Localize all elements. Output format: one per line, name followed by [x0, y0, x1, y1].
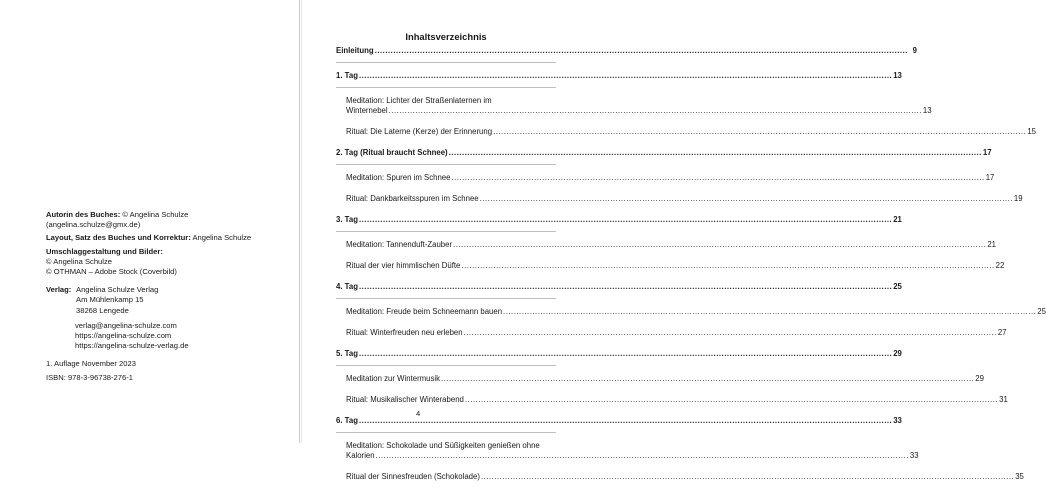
toc-entry-title: 6. Tag: [336, 416, 358, 425]
dot-leader: ........................................................................................................................................................................................................: [503, 307, 1037, 316]
toc-entry: [346, 240, 996, 250]
dot-leader: ........................................................................................................................................................................................................: [374, 46, 908, 55]
toc-entry-page: 13: [893, 71, 902, 80]
toc-entry-page: 21: [893, 215, 902, 224]
toc-entry-title: Meditation: Spuren im Schnee: [346, 173, 451, 182]
toc-entry-page: 15: [1027, 127, 1036, 136]
toc-chapter-heading: [336, 282, 902, 299]
toc-chapter-1: [336, 71, 902, 81]
toc-entry: [346, 261, 1005, 271]
toc-chapter-heading: [336, 416, 902, 433]
toc-entry-title: Meditation: Schokolade und Süßigkeiten genießen ohne: [346, 441, 540, 450]
dot-leader: ........................................................................................................................................................................................................: [388, 106, 922, 115]
page-gutter-shadow: [301, 0, 302, 443]
toc-subentry: [336, 261, 1005, 271]
toc-entry-title: 5. Tag: [336, 349, 358, 358]
toc-chapter-4: [336, 282, 902, 292]
toc-subentry: [336, 472, 1024, 482]
toc-entry: [346, 307, 1046, 317]
toc-subentry: [336, 127, 1036, 137]
dot-leader: ........................................................................................................................................................................................................: [464, 395, 999, 404]
page-number: 4: [416, 409, 421, 418]
dot-leader: ........................................................................................................................................................................................................: [451, 173, 985, 182]
toc-subentry: [336, 374, 984, 384]
author-value: © Angelina Schulze: [122, 210, 189, 219]
dot-leader: ........................................................................................................................................................................................................: [463, 328, 997, 337]
publisher-city: 38268 Lengede: [76, 305, 129, 315]
edition: 1. Auflage November 2023: [46, 359, 136, 369]
dot-leader: ........................................................................................................................................................................................................: [480, 472, 1015, 481]
toc-entry: [346, 194, 1023, 204]
toc-chapter-heading: [336, 148, 992, 165]
toc-entry-title: Winternebel: [346, 106, 388, 115]
toc-entry: [346, 173, 995, 183]
layout-value: Angelina Schulze: [192, 233, 252, 243]
toc-entry-title: 3. Tag: [336, 215, 358, 224]
toc-entry-title: Meditation: Lichter der Straßenlaternen im: [346, 96, 492, 105]
toc-entry-title: 4. Tag: [336, 282, 358, 291]
cover-block: [46, 247, 286, 278]
toc-entry-title: Einleitung: [336, 46, 374, 55]
toc-subentry: [336, 441, 919, 461]
toc-entry-page: 17: [982, 148, 992, 157]
toc-entry-page: 27: [997, 328, 1007, 337]
dot-leader: ........................................................................................................................................................................................................: [358, 349, 893, 358]
toc-subentry: [336, 194, 1023, 204]
toc-entry-title: 2. Tag (Ritual braucht Schnee): [336, 148, 448, 157]
toc-title: Inhaltsverzeichnis: [405, 31, 487, 42]
dot-leader: ........................................................................................................................................................................................................: [358, 416, 893, 425]
toc-chapter-heading: [336, 349, 902, 366]
toc-subentry: [336, 328, 1007, 338]
toc-entry-page: 22: [995, 261, 1005, 270]
publisher-web-2: https://angelina-schulze-verlag.de: [75, 341, 189, 351]
layout-label: Layout, Satz des Buches und Korrektur:: [46, 233, 191, 243]
publisher-street: Am Mühlenkamp 15: [76, 295, 144, 305]
toc-entry-title: Ritual: Dankbarkeitsspuren im Schnee: [346, 194, 479, 203]
cover-label: Umschlaggestaltung und Bilder:: [46, 246, 163, 256]
dot-leader: ........................................................................................................................................................................................................: [358, 282, 893, 291]
toc-entry-page: 21: [987, 240, 996, 249]
toc-entry-title: Ritual: Winterfreuden neu erleben: [346, 328, 463, 337]
toc-entry-title: Kalorien: [346, 451, 375, 460]
toc-entry: [346, 395, 1008, 405]
toc-entry-page: 9: [912, 46, 917, 55]
dot-leader: ........................................................................................................................................................................................................: [358, 71, 893, 80]
publisher-email: verlag@angelina-schulze.com: [75, 320, 177, 330]
toc-entry-title: Ritual der vier himmlischen Düfte: [346, 261, 461, 270]
toc-subentry: [336, 307, 1046, 317]
toc-chapter-heading: [336, 215, 902, 232]
author-block: [46, 210, 286, 230]
page-gutter: [299, 0, 300, 443]
toc-entry-title: Meditation: Tannenduft-Zauber: [346, 240, 453, 249]
dot-leader: ........................................................................................................................................................................................................: [479, 194, 1013, 203]
isbn: ISBN: 978-3-96738-276-1: [46, 372, 133, 382]
publisher-web-1: https://angelina-schulze.com: [75, 331, 172, 341]
toc-entry-page: 35: [1015, 472, 1024, 481]
author-email: (angelina.schulze@gmx.de): [46, 220, 141, 230]
cover-line-2: © OTHMAN – Adobe Stock (Coverbild): [46, 267, 177, 277]
toc-subentry: [336, 240, 996, 250]
toc-entry-page: 13: [922, 106, 932, 115]
toc-entry-page: 31: [999, 395, 1008, 404]
dot-leader: ........................................................................................................................................................................................................: [453, 240, 987, 249]
toc-entry-page: 25: [1037, 307, 1046, 316]
publisher-block: [46, 285, 286, 351]
toc-entry-page: 19: [1013, 194, 1023, 203]
publisher-label: Verlag:: [46, 285, 72, 295]
author-label: Autorin des Buches:: [46, 210, 121, 219]
table-of-contents: [336, 46, 1046, 493]
dot-leader: ........................................................................................................................................................................................................: [441, 374, 975, 383]
toc-entry-title: Meditation zur Wintermusik: [346, 374, 441, 383]
dot-leader: ........................................................................................................................................................................................................: [358, 215, 893, 224]
toc-chapter-3: [336, 215, 902, 225]
toc-chapter-heading: [336, 71, 902, 88]
toc-entry-page: 33: [893, 416, 902, 425]
toc-entry: [346, 472, 1024, 482]
dot-leader: ........................................................................................................................................................................................................: [461, 261, 995, 270]
toc-entry-title: Ritual: Die Laterne (Kerze) der Erinnerung: [346, 127, 493, 136]
toc-entry: [346, 374, 984, 384]
toc-entry: [346, 328, 1007, 338]
layout-block: [46, 233, 286, 243]
toc-chapter-5: [336, 349, 902, 359]
toc-entry-page: 25: [893, 282, 902, 291]
dot-leader: ........................................................................................................................................................................................................: [448, 148, 982, 157]
toc-entry-continuation: [346, 106, 932, 116]
imprint-page: [46, 210, 286, 386]
toc-entry-title: Meditation: Freude beim Schneemann bauen: [346, 307, 503, 316]
toc-entry: [346, 127, 1036, 137]
dot-leader: ........................................................................................................................................................................................................: [375, 451, 909, 460]
toc-subentry: [336, 173, 995, 183]
toc-entry-title: Ritual: Musikalischer Winterabend: [346, 395, 464, 404]
toc-entry-page: 17: [985, 173, 995, 182]
toc-intro: [336, 46, 917, 56]
toc-subentry: [336, 395, 1008, 405]
toc-chapter-6: [336, 416, 902, 426]
publisher-name: Angelina Schulze Verlag: [76, 285, 159, 295]
toc-chapter-2: [336, 148, 992, 158]
toc-entry-title: Ritual der Sinnesfreuden (Schokolade): [346, 472, 480, 481]
toc-entry-page: 29: [975, 374, 984, 383]
toc-entry-page: 29: [893, 349, 902, 358]
toc-entry-page: 33: [909, 451, 919, 460]
toc-subentry: [336, 96, 932, 116]
toc-entry-title: 1. Tag: [336, 71, 358, 80]
toc-entry-continuation: [346, 451, 919, 461]
dot-leader: ........................................................................................................................................................................................................: [493, 127, 1027, 136]
cover-line-1: © Angelina Schulze: [46, 256, 112, 266]
